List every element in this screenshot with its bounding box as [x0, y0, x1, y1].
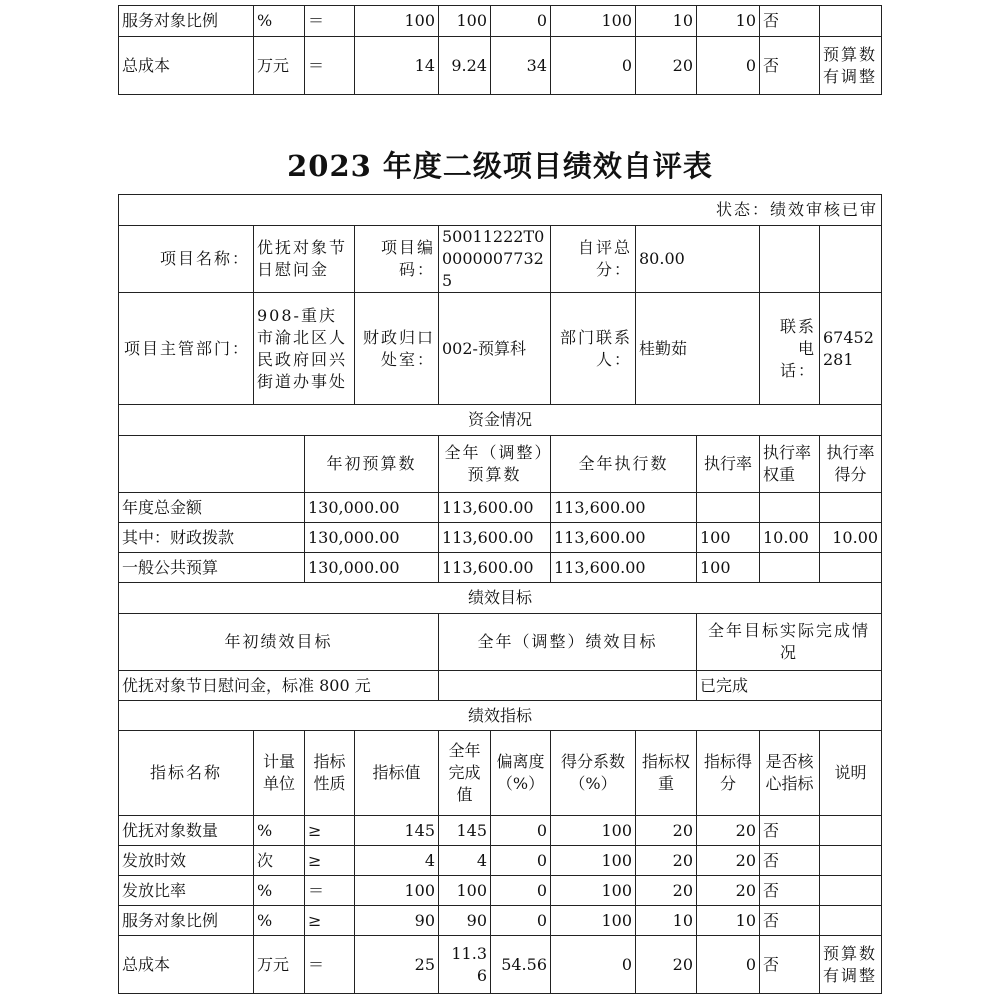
goals-adjusted-value — [439, 671, 697, 701]
table-row — [119, 37, 882, 95]
funds-header-rate: 执行率 — [697, 436, 760, 493]
funds-score — [820, 553, 882, 583]
indicators-header: 得分系数（%） — [551, 731, 636, 816]
page-title: 2023 年度二级项目绩效自评表 — [287, 149, 713, 183]
indicator-nature: ＝ — [305, 6, 355, 37]
indicator-unit: 万元 — [254, 936, 305, 994]
indicator-coefficient: 0 — [551, 936, 636, 994]
funds-row-label: 年度总金额 — [119, 493, 305, 523]
table-row — [119, 553, 882, 583]
indicators-header: 偏离度（%） — [491, 731, 551, 816]
funds-initial: 130,000.00 — [305, 493, 439, 523]
indicators-header: 指标得分 — [697, 731, 760, 816]
project-code-value: 50011222T000000077325 — [439, 226, 551, 293]
indicator-note — [820, 6, 882, 37]
indicator-score: 20 — [697, 816, 760, 846]
table-row — [119, 6, 882, 37]
indicators-header-row — [119, 731, 882, 816]
previous-indicator-table — [118, 5, 882, 95]
indicator-name: 服务对象比例 — [119, 906, 254, 936]
indicators-header: 是否核心指标 — [760, 731, 820, 816]
contact-label: 部门联系人： — [551, 293, 636, 405]
indicator-value: 14 — [355, 37, 439, 95]
indicator-deviation: 54.56 — [491, 936, 551, 994]
contact-value: 桂勤茹 — [636, 293, 760, 405]
indicator-nature: ≥ — [305, 816, 355, 846]
indicator-nature: ≥ — [305, 846, 355, 876]
goals-header-row — [119, 614, 882, 671]
empty-cell — [820, 226, 882, 293]
indicator-value: 100 — [355, 876, 439, 906]
indicator-value: 100 — [355, 6, 439, 37]
indicator-unit: % — [254, 906, 305, 936]
indicator-deviation: 0 — [491, 846, 551, 876]
project-name-label: 项目名称： — [119, 226, 254, 293]
indicator-nature: ＝ — [305, 936, 355, 994]
indicator-complete: 4 — [439, 846, 491, 876]
indicator-deviation: 0 — [491, 6, 551, 37]
indicator-name: 发放比率 — [119, 876, 254, 906]
indicator-weight: 10 — [636, 906, 697, 936]
table-row — [119, 846, 882, 876]
goals-initial-value: 优抚对象节日慰问金，标准 800 元 — [119, 671, 439, 701]
indicator-weight: 20 — [636, 936, 697, 994]
indicator-weight: 20 — [636, 816, 697, 846]
indicator-core: 否 — [760, 936, 820, 994]
indicator-core: 否 — [760, 6, 820, 37]
indicator-nature: ＝ — [305, 876, 355, 906]
indicator-weight: 10 — [636, 6, 697, 37]
indicator-score: 0 — [697, 37, 760, 95]
table-row — [119, 936, 882, 994]
indicators-header: 指标性质 — [305, 731, 355, 816]
indicator-value: 145 — [355, 816, 439, 846]
funds-header-score: 执行率得分 — [820, 436, 882, 493]
indicators-header: 说明 — [820, 731, 882, 816]
indicator-complete: 90 — [439, 906, 491, 936]
section-header-row — [119, 701, 882, 731]
indicator-coefficient: 0 — [551, 37, 636, 95]
indicator-coefficient: 100 — [551, 846, 636, 876]
funds-rate: 100 — [697, 553, 760, 583]
indicator-nature: ≥ — [305, 906, 355, 936]
goals-header-actual: 全年目标实际完成情况 — [697, 614, 882, 671]
self-score-value: 80.00 — [636, 226, 760, 293]
indicator-note — [820, 906, 882, 936]
funds-initial: 130,000.00 — [305, 553, 439, 583]
indicator-deviation: 0 — [491, 906, 551, 936]
indicator-name: 总成本 — [119, 936, 254, 994]
funds-adjusted: 113,600.00 — [439, 553, 551, 583]
self-score-label: 自评总分： — [551, 226, 636, 293]
indicator-deviation: 34 — [491, 37, 551, 95]
indicator-unit: 次 — [254, 846, 305, 876]
indicator-unit: 万元 — [254, 37, 305, 95]
section-header-row — [119, 405, 882, 436]
indicator-complete: 145 — [439, 816, 491, 846]
indicator-nature: ＝ — [305, 37, 355, 95]
indicator-name: 总成本 — [119, 37, 254, 95]
indicator-core: 否 — [760, 37, 820, 95]
indicator-name: 优抚对象数量 — [119, 816, 254, 846]
indicator-score: 20 — [697, 846, 760, 876]
funds-rate — [697, 493, 760, 523]
funds-executed: 113,600.00 — [551, 493, 697, 523]
table-row — [119, 523, 882, 553]
indicators-header: 指标名称 — [119, 731, 254, 816]
project-info-row — [119, 226, 882, 293]
table-row — [119, 493, 882, 523]
indicator-core: 否 — [760, 816, 820, 846]
table-row — [119, 876, 882, 906]
indicator-note: 预算数有调整 — [820, 37, 882, 95]
indicator-coefficient: 100 — [551, 876, 636, 906]
indicator-name: 发放时效 — [119, 846, 254, 876]
funds-header-initial: 年初预算数 — [305, 436, 439, 493]
phone-value: 67452281 — [820, 293, 882, 405]
indicator-complete: 9.24 — [439, 37, 491, 95]
indicators-section-title: 绩效指标 — [119, 701, 882, 731]
indicator-deviation: 0 — [491, 816, 551, 846]
indicator-score: 20 — [697, 876, 760, 906]
indicator-value: 4 — [355, 846, 439, 876]
department-value: 908-重庆市渝北区人民政府回兴街道办事处 — [254, 293, 355, 405]
funds-executed: 113,600.00 — [551, 523, 697, 553]
finance-office-label: 财政归口处室： — [355, 293, 439, 405]
section-header-row — [119, 583, 882, 614]
indicator-coefficient: 100 — [551, 906, 636, 936]
phone-label: 联系电话： — [760, 293, 820, 405]
indicator-note — [820, 846, 882, 876]
funds-weight — [760, 553, 820, 583]
empty-cell — [760, 226, 820, 293]
project-code-label: 项目编码： — [355, 226, 439, 293]
funds-section-title: 资金情况 — [119, 405, 882, 436]
indicator-score: 10 — [697, 6, 760, 37]
funds-weight — [760, 493, 820, 523]
indicator-complete: 100 — [439, 876, 491, 906]
funds-executed: 113,600.00 — [551, 553, 697, 583]
funds-header-adjusted: 全年（调整）预算数 — [439, 436, 551, 493]
table-row — [119, 906, 882, 936]
empty-cell — [119, 436, 305, 493]
indicator-deviation: 0 — [491, 876, 551, 906]
indicators-header: 指标值 — [355, 731, 439, 816]
funds-row-label: 一般公共预算 — [119, 553, 305, 583]
indicator-score: 10 — [697, 906, 760, 936]
indicator-name: 服务对象比例 — [119, 6, 254, 37]
indicator-weight: 20 — [636, 846, 697, 876]
department-label: 项目主管部门： — [119, 293, 254, 405]
indicator-complete: 11.36 — [439, 936, 491, 994]
indicators-header: 指标权重 — [636, 731, 697, 816]
funds-score — [820, 493, 882, 523]
funds-row-label: 其中：财政拨款 — [119, 523, 305, 553]
funds-header-row — [119, 436, 882, 493]
indicator-score: 0 — [697, 936, 760, 994]
goals-header-adjusted: 全年（调整）绩效目标 — [439, 614, 697, 671]
indicator-weight: 20 — [636, 37, 697, 95]
indicators-header: 全年完成值 — [439, 731, 491, 816]
goals-header-initial: 年初绩效目标 — [119, 614, 439, 671]
table-row — [119, 671, 882, 701]
indicator-value: 90 — [355, 906, 439, 936]
indicator-core: 否 — [760, 876, 820, 906]
indicator-unit: % — [254, 6, 305, 37]
project-name-value: 优抚对象节日慰问金 — [254, 226, 355, 293]
evaluation-table — [118, 194, 882, 994]
indicator-value: 25 — [355, 936, 439, 994]
indicators-header: 计量单位 — [254, 731, 305, 816]
funds-header-executed: 全年执行数 — [551, 436, 697, 493]
funds-header-weight: 执行率权重 — [760, 436, 820, 493]
indicator-note: 预算数有调整 — [820, 936, 882, 994]
indicator-weight: 20 — [636, 876, 697, 906]
indicator-unit: % — [254, 876, 305, 906]
funds-initial: 130,000.00 — [305, 523, 439, 553]
status-row — [119, 195, 882, 226]
table-row — [119, 816, 882, 846]
indicator-coefficient: 100 — [551, 816, 636, 846]
indicator-coefficient: 100 — [551, 6, 636, 37]
funds-rate: 100 — [697, 523, 760, 553]
goals-section-title: 绩效目标 — [119, 583, 882, 614]
indicator-note — [820, 816, 882, 846]
funds-adjusted: 113,600.00 — [439, 523, 551, 553]
indicator-unit: % — [254, 816, 305, 846]
indicator-core: 否 — [760, 846, 820, 876]
funds-adjusted: 113,600.00 — [439, 493, 551, 523]
status-badge: 状态：绩效审核已审 — [119, 195, 882, 226]
goals-actual-value: 已完成 — [697, 671, 882, 701]
finance-office-value: 002-预算科 — [439, 293, 551, 405]
indicator-note — [820, 876, 882, 906]
funds-score: 10.00 — [820, 523, 882, 553]
department-row — [119, 293, 882, 405]
indicator-core: 否 — [760, 906, 820, 936]
indicator-complete: 100 — [439, 6, 491, 37]
funds-weight: 10.00 — [760, 523, 820, 553]
